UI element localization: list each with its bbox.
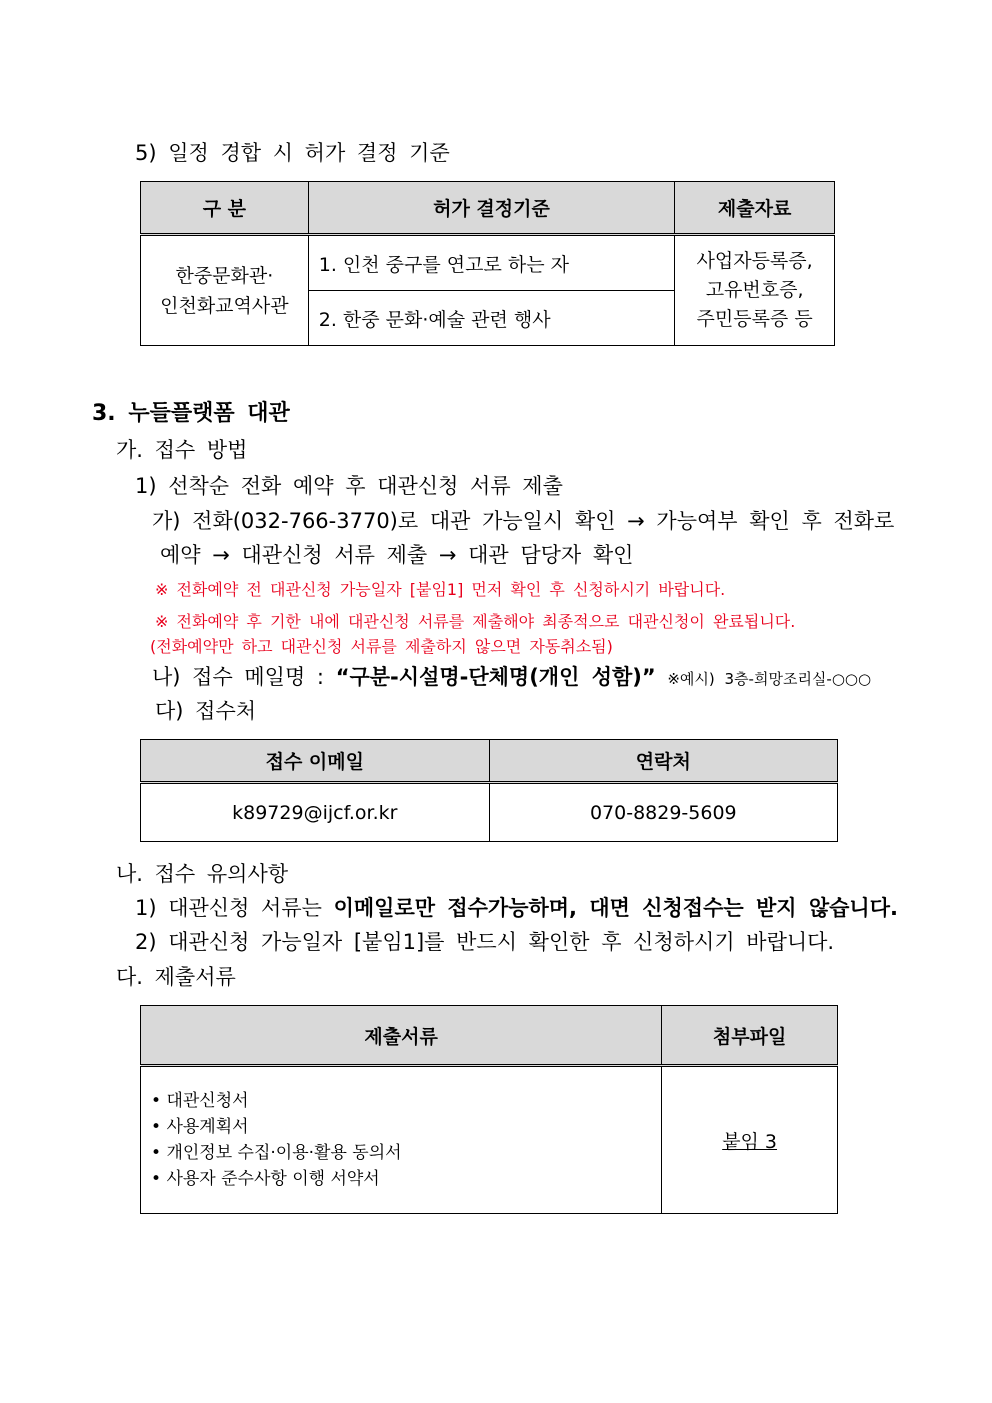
- criteria-1: 1. 인천 중구를 연고로 하는 자: [308, 235, 674, 291]
- header-category: 구 분: [141, 182, 309, 235]
- list-item: • 개인정보 수집·이용·활용 동의서: [151, 1140, 661, 1166]
- group-label-2: 인천화교역사관: [160, 294, 289, 317]
- documents-table: [140, 1005, 838, 1214]
- header-documents: 제출자료: [675, 182, 835, 235]
- list-item: • 사용계획서: [151, 1114, 661, 1140]
- da-item: 다) 접수처: [155, 699, 257, 723]
- attachment-link[interactable]: 붙임 3: [722, 1130, 778, 1153]
- header-criteria: 허가 결정기준: [308, 182, 674, 235]
- ga-line-2: 예약 → 대관신청 서류 제출 → 대관 담당자 확인: [160, 543, 634, 567]
- contact-email: k89729@ijcf.or.kr: [141, 783, 490, 842]
- notice-1: [135, 898, 898, 919]
- notice-1-prefix: 1) 대관신청 서류는: [135, 896, 334, 920]
- item-1: 1) 선착순 전화 예약 후 대관신청 서류 제출: [135, 474, 563, 498]
- ga-title: 가. 접수 방법: [116, 438, 248, 462]
- documents-list: [141, 1088, 661, 1192]
- notice-1-bold: 이메일로만 접수가능하며, 대면 신청접수는 받지 않습니다.: [333, 896, 898, 920]
- mail-name-line: [152, 667, 871, 688]
- note-2: ※ 전화예약 후 기한 내에 대관신청 서류를 제출해야 최종적으로 대관신청이 완료됩니다.: [155, 612, 796, 631]
- doc-3: 주민등록증 등: [696, 308, 813, 330]
- attachment-cell: [662, 1066, 838, 1214]
- list-item: • 사용자 준수사항 이행 서약서: [151, 1166, 661, 1192]
- na-title: 나. 접수 유의사항: [116, 862, 289, 886]
- mail-name-prefix: 나) 접수 메일명 :: [152, 665, 336, 689]
- list-item: • 대관신청서: [151, 1088, 661, 1114]
- section-5-heading: 5) 일정 경합 시 허가 결정 기준: [135, 141, 450, 165]
- doc-1: 사업자등록증,: [696, 250, 813, 272]
- section-3-title: 3. 누들플랫폼 대관: [92, 401, 290, 426]
- group-label-1: 한중문화관·: [175, 264, 274, 287]
- mail-name-example: ※예시) 3층-희망조리실-○○○: [667, 670, 872, 688]
- header-phone: 연락처: [489, 740, 837, 783]
- note-3: (전화예약만 하고 대관신청 서류를 제출하지 않으면 자동취소됨): [150, 637, 613, 656]
- group-cell: [141, 235, 309, 346]
- contact-table: [140, 739, 838, 842]
- contact-phone: 070-8829-5609: [489, 783, 837, 842]
- ga-line-1: 가) 전화(032-766-3770)로 대관 가능일시 확인 → 가능여부 확인 후 전화로: [152, 509, 895, 533]
- mail-name-format: “구분-시설명-단체명(개인 성함)”: [335, 665, 656, 689]
- header-documents-list: 제출서류: [141, 1006, 662, 1066]
- header-email: 접수 이메일: [141, 740, 490, 783]
- note-1: ※ 전화예약 전 대관신청 가능일자 [붙임1] 먼저 확인 후 신청하시기 바랍니다.: [155, 580, 726, 599]
- notice-2: 2) 대관신청 가능일자 [붙임1]를 반드시 확인한 후 신청하시기 바랍니다.: [135, 930, 835, 954]
- doc-2: 고유번호증,: [705, 279, 804, 301]
- criteria-2: 2. 한중 문화·예술 관련 행사: [308, 291, 674, 346]
- decision-criteria-table: [140, 181, 835, 346]
- documents-list-cell: [141, 1066, 662, 1214]
- header-attachment: 첨부파일: [662, 1006, 838, 1066]
- da-title: 다. 제출서류: [116, 965, 236, 989]
- documents-cell: [675, 235, 835, 346]
